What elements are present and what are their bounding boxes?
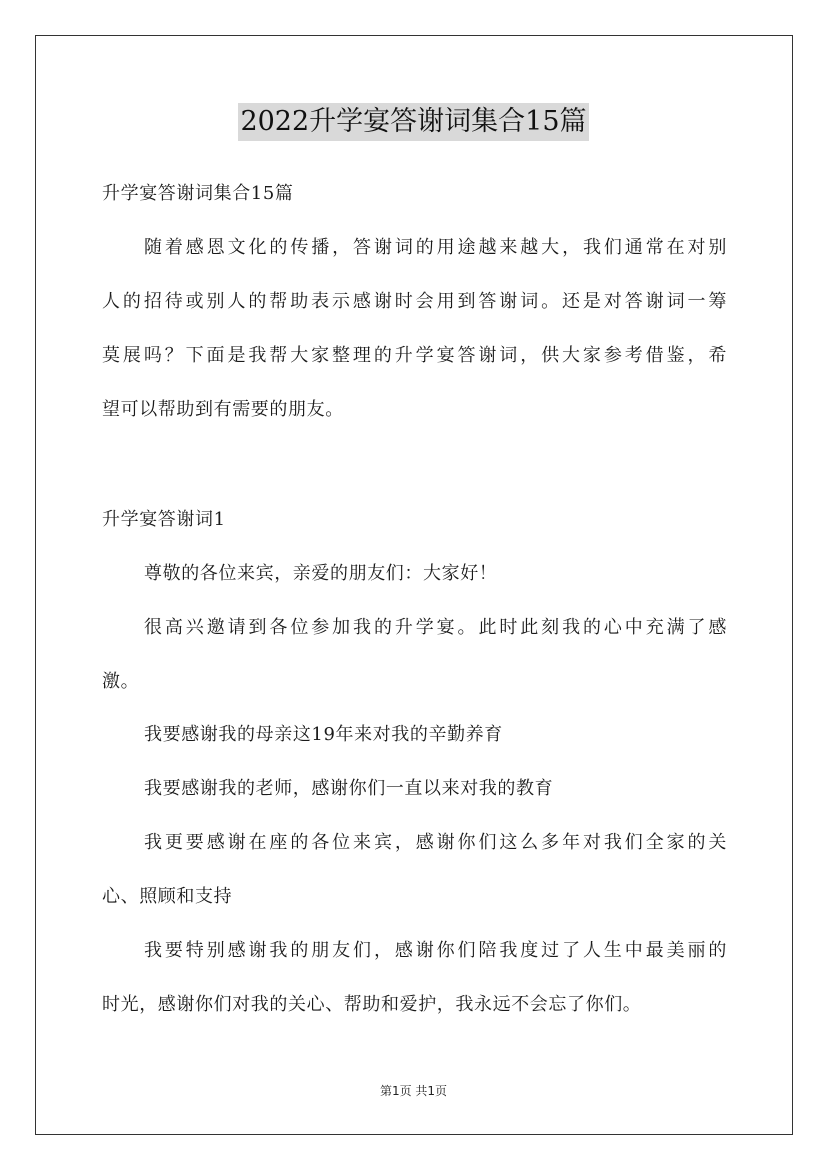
section-heading: 升学宴答谢词1 (102, 509, 226, 530)
page-footer: 第1页 共1页 (379, 1084, 448, 1098)
paragraph-line: 我要感谢我的母亲这19年来对我的辛勤养育 (144, 724, 503, 745)
paragraph-line: 我要特别感谢我的朋友们，感谢你们陪我度过了人生中最美丽的 (144, 940, 727, 961)
paragraph-line: 很高兴邀请到各位参加我的升学宴。此时此刻我的心中充满了感 (144, 617, 727, 638)
paragraph-line: 心、照顾和支持 (102, 886, 233, 907)
paragraph-line: 激。 (102, 671, 140, 692)
paragraph-line: 莫展吗？下面是我帮大家整理的升学宴答谢词，供大家参考借鉴，希 (102, 345, 727, 366)
paragraph-line: 尊敬的各位来宾，亲爱的朋友们：大家好！ (144, 563, 498, 584)
paragraph-line: 我更要感谢在座的各位来宾，感谢你们这么多年对我们全家的关 (144, 832, 727, 853)
paragraph-line: 时光，感谢你们对我的关心、帮助和爱护，我永远不会忘了你们。 (102, 994, 642, 1015)
title-container (0, 103, 827, 141)
paragraph-line: 我要感谢我的老师，感谢你们一直以来对我的教育 (144, 778, 554, 799)
section-heading: 升学宴答谢词集合15篇 (102, 183, 294, 204)
document-title: 2022升学宴答谢词集合15篇 (238, 103, 588, 141)
paragraph-line: 随着感恩文化的传播，答谢词的用途越来越大，我们通常在对别 (144, 237, 727, 258)
paragraph-line: 人的招待或别人的帮助表示感谢时会用到答谢词。还是对答谢词一筹 (102, 291, 727, 312)
paragraph-line: 望可以帮助到有需要的朋友。 (102, 399, 344, 420)
